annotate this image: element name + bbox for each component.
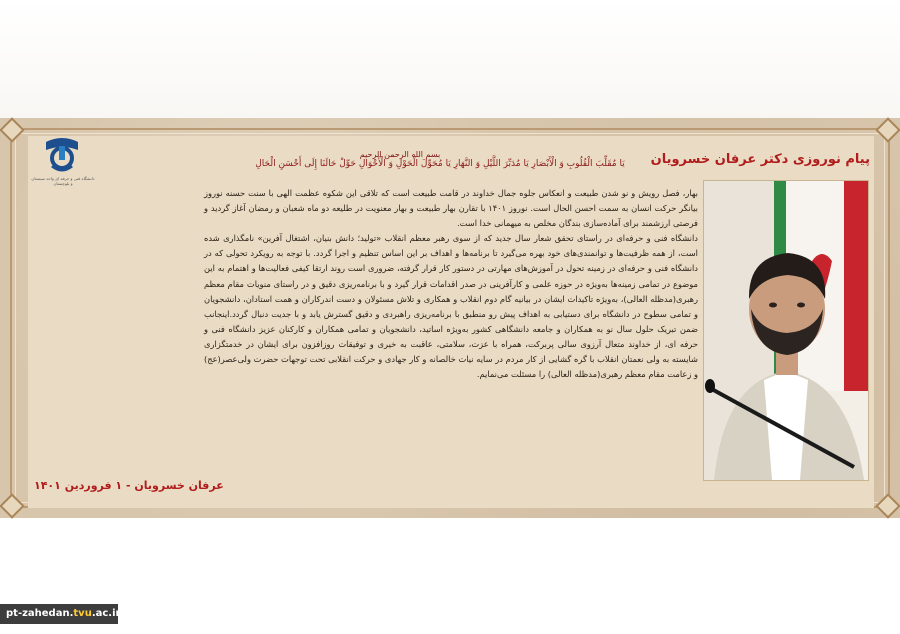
site-url-suffix: .ac.ir	[91, 608, 121, 619]
top-blank-area	[0, 0, 900, 118]
site-url-link[interactable]	[0, 604, 121, 624]
basmala-text: بسم الله الرحمن الرحیم	[359, 150, 441, 159]
page-title: پیام نوروزی دکتر عرفان خسرویان	[650, 152, 870, 167]
signature: عرفان خسرویان - ۱ فروردین ۱۴۰۱	[34, 479, 224, 492]
message-paragraph: دانشگاه فنی و حرفه‌ای در راستای تحقق شعار سال جدید که از سوی رهبر معظم انقلاب «تولید؛ دانش بنیان، اشتغال آفرین» نامگذاری شده است، از همه ظرفیت‌ها و توانمندی‌های خود بهره می‌گیرد تا برنامه‌ها و اهداف بر این اساس تنظیم و اجرا گردد. با توجه به رویکرد تحولی که در دانشگاه فنی و حرفه‌ای در زمینه تحول در آموزش‌های مهارتی در دستور کار قرار گرفته، ضروری است روند ارتقا کیفی فعالیت‌ها و اهتمام به این موضوع در تمامی زمینه‌ها به‌ویژه در حوزه علمی و کارآفرینی در صدر اقدامات قرار گیرد و با برنامه‌ریزی دقیق و در راستای منویات مقام معظم رهبری(مدظله العالی)، به‌ویژه تاکیدات ایشان در بیانیه گام دوم انقلاب و همکاری و تلاش مسئولان و دست اندرکاران و همت استادان، دانشجویان و تمامی سطوح در دانشگاه برای دستیابی به اهداف پیش رو منطبق با برنامه‌ریزی راهبردی و دقیق گسترش یابد و با جدیت دنبال گردد.اینجانب ضمن تبریک حلول سال نو به همکاران و جامعه دانشگاهی کشور به‌ویژه اساتید، دانشجویان و تمامی همکاران و کارکنان عزیز دانشگاه فنی و حرفه ای، از خداوند متعال آرزوی سالی پربرکت، همراه با عزت، سلامتی، عاقبت به خیری و توفیقات روزافزون برای ایشان در خدمتگزاری شایسته به ولی نعمتان انقلاب با گره گشایی از کار مردم در سایه نیات خالصانه و کار جهادی و حرکت انقلابی تحت توجهات حضرت ولی‌عصر(عج) و زعامت مقام معظم رهبری(مدظله العالی) را مسئلت می‌نمایم.	[204, 233, 698, 380]
message-body	[204, 186, 698, 382]
prayer-verse: یَا مُقَلِّبَ الْقُلُوبِ وَ الْأَبْصَارِ یَا مُدَبِّرَ اللَّیْلِ وَ النَّهَارِ یَا مُحَوِّلَ الْحَوْلِ وَ الْأَحْوَالِ حَوِّلْ حَالَنَا إِلَى أَحْسَنِ الْحَالِ	[255, 159, 625, 169]
portrait-icon	[703, 180, 869, 481]
message-paragraph: بهار، فصل رویش و نو شدن طبیعت و انعکاس جلوه جمال خداوند در قامت طبیعت است که تلاقی این شکوه عظمت الهی با سنت حسنه نوروز بیانگر حرکت انسان به سمت احسن الحال است. نوروز ۱۴۰۱ با تقارن بهار طبیعت و بهار معنویت در طلیعه دو ماه شعبان و رمضان آغاز گردید و فرصتی ارزشمند برای آماده‌سازی بندگان مخلص به میهمانی خدا است.	[204, 188, 698, 229]
site-url-prefix: pt-zahedan.	[6, 608, 74, 619]
site-url-accent: tvu	[73, 608, 92, 619]
logo-caption: دانشگاه فنی و حرفه ای واحد سیستان و بلوچستان	[31, 176, 95, 186]
